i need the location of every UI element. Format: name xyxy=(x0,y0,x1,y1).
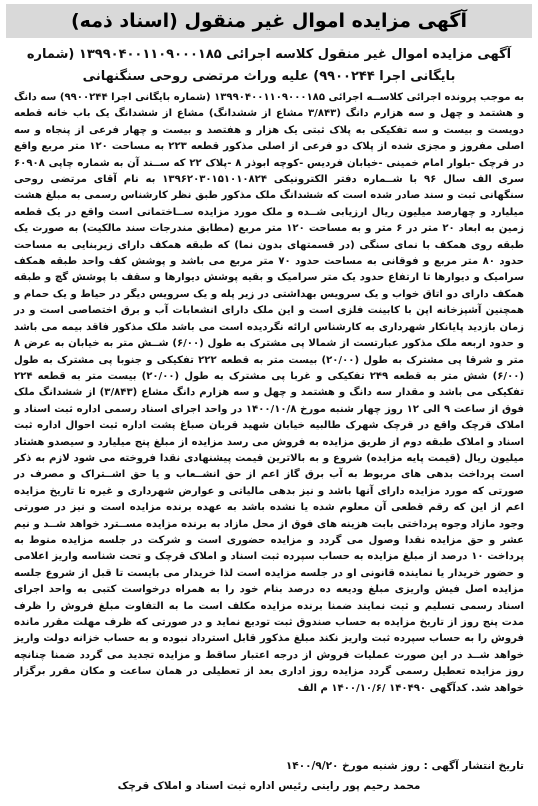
announcement-page xyxy=(6,4,532,802)
signature-line: محمد رحیم پور راینی رئیس اداره ثبت اسناد و املاک قرچک xyxy=(117,780,421,792)
body-paragraph: به موجب پرونده اجرائی کلاســه اجرائی ۱۳۹۹۰۴۰۰۱۱۰۹۰۰۰۱۸۵ (شماره بایگانی اجرا ۹۹۰۰۲۴۴) سه دانگ و هشتمد و چهل و سه هزارم دانگ (۳/۸۴۳ مشاع از ششدانگ) مشاع از ششدانگ یک باب خانه قطعه دویست و بیست و سه تفکیکی به پلاک ثبتی یک هزار و هفتصد و بیست و چهار فرعی از پنجاه و سه اصلی مفروز و مجزی شده از پلاک دو فرعی از اصلی مذکور قطعه ۲۲۳ به مساحت ۱۲۰ متر مربع واقع در قرچک -بلوار امام خمینی -خیابان فردیس -کوچه ابوذر ۸ -پلاک ۲۲ که ســند آن به شماره چاپی ۶۰۹۰۸ سری الف سال ۹۶ با شــماره دفتر الکترونیکی ۱۳۹۶۲۰۳۰۱۵۱۰۱۰۸۲۴ به نام آقای مرتضی روحی سنگهانی ثبت و سند صادر شده است که ششدانگ ملک مذکور طبق نظر کارشناس رسمی به مبلغ هشت میلیارد و چهارصد میلیون ریال ارزیابی شــده و ملک مورد مزایده ســاختمانی است واقع در یک قطعه زمین به ابعاد ۲۰ متر در ۶ متر و به مساحت ۱۲۰ متر مربع (مطابق مندرجات سند مالکیت) به صورت یک طبقه روی همکف با نمای سنگی (در قسمتهای بدون نما) که طبقه همکف دارای زیربنایی به مساحت حدود ۸۰ متر مربع و فوقانی به مساحت حدود ۷۰ متر مربع می باشد و پوشش کف واحد طبقه همکف سرامیک و دیوارها تا ارتفاع حدود یک متر سرامیک و بقیه پوشش دیوارها و سقف با پوشش گچ و طبقه همکف دارای دو اتاق خواب و یک سرویس بهداشتی در زیر پله و یک سرویس دیگر در حیاط و یک حمام و همچنین آشپزخانه اپن با کابینت فلزی است و این ملک دارای انشعابات آب و برق اختصاصی است و در زمان بازدید پایانکار شهرداری به کارشناس ارائه نگردیده است می باشد ملک مذکور فاقد بیمه می باشد و حدود اربعه ملک مذکور عبارتست از شمالا پی مشترک به طول (۶/۰۰) شــش متر به خیابان به عرض ۸ متر و شرقا پی مشترک به طول (۲۰/۰۰) بیست متر به قطعه ۲۲۲ تفکیکی و جنوبا پی مشترک به طول (۶/۰۰) شش متر به قطعه ۲۴۹ تفکیکی و غربا پی مشترک به طول (۲۰/۰۰) بیست متر به قطعه ۲۲۴ تفکیکی می باشد و مقدار سه دانگ و هشتمد و چهل و سه هزارم دانگ مشاع (۳/۸۴۳) از ششدانگ ملک فوق از ساعت ۹ الی ۱۲ روز چهار شنبه مورخ ۱۴۰۰/۱۰/۸ در واحد اجرای اسناد رسمی اداره ثبت اسناد و املاک قرچک واقع در قرچک شهرک طالبیه خیابان شهید قربان صباغ پشت اداره ثبت احوال اداره ثبت اسناد و املاک طبقه دوم از طریق مزایده به فروش می رسد مزایده از مبلغ پنج میلیارد و سیصدو هشتاد میلیون ریال (قیمت پایه مزایده) شروع و به بالاترین قیمت پیشنهادی نقدا فروخته می شود لازم به ذکر است پرداخت بدهی های مربوط به آب برق گاز اعم از حق انشــعاب و یا حق اشــتراک و مصرف در صورتی که مورد مزایده دارای آنها باشد و نیز بدهی مالیاتی و عوارض شهرداری و غیره تا تاریخ مزایده اعم از این که رقم قطعی آن معلوم شده یا نشده باشد به عهده برنده مزایده است و نیز در صورتی وجود مازاد وجوه پرداختی بابت هزینه های فوق از محل مازاد به برنده مزایده مســترد خواهد شــد و نیم عشر و حق مزایده نقدا وصول می گردد و مزایده حضوری است و شرکت در جلسه مزایده منوط به پرداخت ۱۰ درصد از مبلغ مزایده به حساب سپرده ثبت اسناد و املاک قرچک و تحت شناسه واریز اعلامی و حضور خریدار یا نماینده قانونی او در جلسه مزایده است لذا خریدار می بایست تا قبل از شروع جلسه مزایده اصل فیش واریزی مبلغ ودیعه ده درصد بنام خود را به همراه درخواست کتبی به واحد اجرای اسناد رسمی تسلیم و ثبت نمایند ضمنا برنده مزایده مکلف است ما به التفاوت مبلغ فروش را ظرف مدت پنج روز از تاریخ مزایده به حساب صندوق ثبت تودیع نماید و در صورتی که ظرف مهلت مقرر مانده فروش را به حساب سپرده ثبت واریز نکند مبلغ مذکور قابل استرداد نبوده و به حساب خزانه دولت واریز خواهد شــد در این صورت عملیات فروش از درجه اعتبار ساقط و مزایده تجدید می گردد ضمنا چنانچه روز مزایده تعطیل رسمی گردد مزایده روز اداری بعد از تعطیلی در همان ساعت و مکان مقرر برگزار خواهد شد. کدآگهی ۱۴۰۴۹۰ /۱۴۰۰/۱۰/۶ م الف xyxy=(14,92,525,694)
announcement-subtitle: آگهی مزایده اموال غیر منقول کلاسه اجرائی ۱۳۹۹۰۴۰۰۱۱۰۹۰۰۰۱۸۵ (شماره بایگانی اجرا ۹۹۰۰۲۴۴) علیه وراث مرتضی روحی سنگنهانی xyxy=(26,47,512,84)
announcement-title: آگهی مزایده اموال غیر منقول (اسناد ذمه) xyxy=(70,10,467,32)
announcement-body xyxy=(14,90,524,697)
title-banner xyxy=(6,4,532,38)
publication-date: تاریخ انتشار آگهی : روز شنبه مورخ ۱۴۰۰/۹/۲۰ xyxy=(285,760,524,772)
